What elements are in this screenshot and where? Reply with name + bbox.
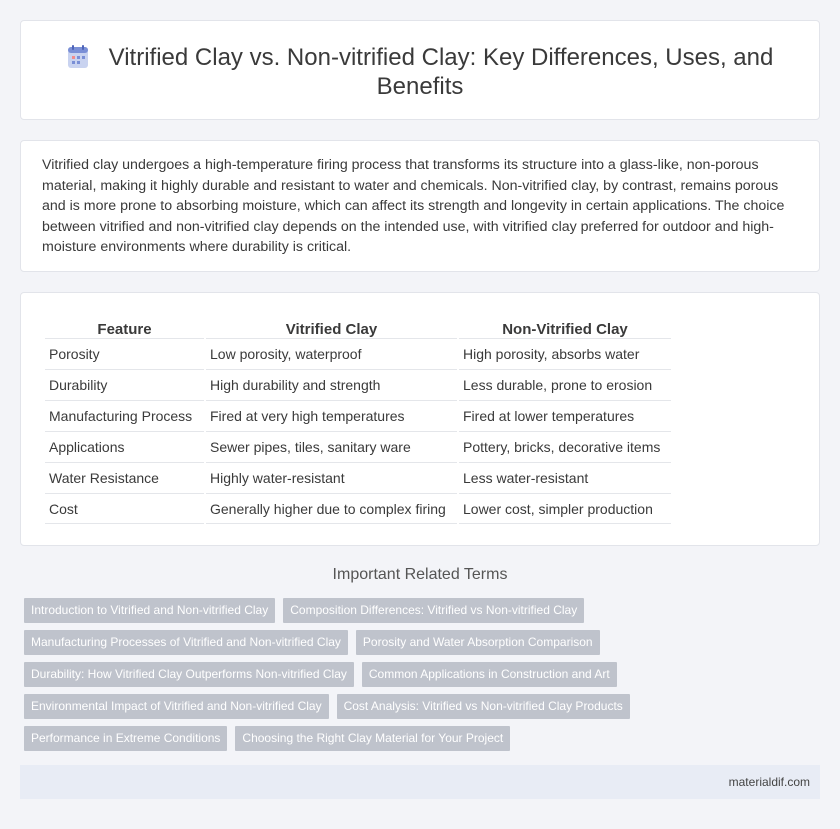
related-term-tag[interactable]: Performance in Extreme Conditions [24,726,227,751]
table-cell: Applications [45,431,204,462]
intro-card [20,140,820,272]
comparison-table-card [20,292,820,546]
table-cell: Low porosity, waterproof [206,338,457,369]
related-term-tag[interactable]: Durability: How Vitrified Clay Outperforms Non-vitrified Clay [24,662,354,687]
table-cell: Less durable, prone to erosion [459,369,671,400]
page-title-container [21,43,819,101]
table-cell: Cost [45,493,204,524]
table-row [45,493,671,524]
table-cell: Highly water-resistant [206,462,457,493]
related-term-tag[interactable]: Choosing the Right Clay Material for Your Project [235,726,510,751]
page-title: Vitrified Clay vs. Non-vitrified Clay: Key Differences, Uses, and Benefits [108,44,774,100]
table-row [45,400,671,431]
table-header-row [45,314,671,338]
related-term-tag[interactable]: Common Applications in Construction and Art [362,662,617,687]
table-row [45,462,671,493]
table-cell: Generally higher due to complex firing [206,493,457,524]
table-cell: High porosity, absorbs water [459,338,671,369]
footer-bar [20,765,820,799]
related-term-tag[interactable]: Environmental Impact of Vitrified and Non-vitrified Clay [24,694,329,719]
tag-row [24,662,824,694]
table-header-vitrified: Vitrified Clay [285,321,378,338]
related-term-tag[interactable]: Composition Differences: Vitrified vs Non-vitrified Clay [283,598,584,623]
comparison-table [43,314,673,524]
table-row [45,431,671,462]
table-cell: Lower cost, simpler production [459,493,671,524]
table-cell: Pottery, bricks, decorative items [459,431,671,462]
tag-row [24,630,824,662]
table-cell: Fired at very high temperatures [206,400,457,431]
header-card [20,20,820,120]
related-term-tag[interactable]: Manufacturing Processes of Vitrified and Non-vitrified Clay [24,630,348,655]
related-term-tag[interactable]: Cost Analysis: Vitrified vs Non-vitrified Clay Products [337,694,630,719]
related-terms-list [24,598,824,758]
related-terms-title: Important Related Terms [332,566,508,583]
table-cell: Manufacturing Process [45,400,204,431]
table-cell: Water Resistance [45,462,204,493]
document-icon [67,45,89,69]
table-cell: High durability and strength [206,369,457,400]
related-term-tag[interactable]: Porosity and Water Absorption Comparison [356,630,600,655]
table-cell: Porosity [45,338,204,369]
related-term-tag[interactable]: Introduction to Vitrified and Non-vitrified Clay [24,598,275,623]
table-header-non-vitrified: Non-Vitrified Clay [502,321,628,338]
table-row [45,338,671,369]
intro-paragraph: Vitrified clay undergoes a high-temperature firing process that transforms its structure into a glass-like, non-porous material, making it highly durable and resistant to water and chemicals. Non-vitrified clay, by contrast, remains porous and is more prone to absorbing moisture, which can affect its strength and longevity in certain applications. The choice between vitrified and non-vitrified clay depends on the intended use, with vitrified clay preferred for outdoor and high-moisture environments where durability is critical. [42,157,785,255]
tag-row [24,694,824,726]
table-cell: Sewer pipes, tiles, sanitary ware [206,431,457,462]
tag-row [24,598,824,630]
tag-row [24,726,824,758]
table-cell: Durability [45,369,204,400]
table-row [45,369,671,400]
table-header-feature: Feature [97,321,152,338]
table-cell: Fired at lower temperatures [459,400,671,431]
table-cell: Less water-resistant [459,462,671,493]
footer-site-link[interactable]: materialdif.com [728,775,810,789]
